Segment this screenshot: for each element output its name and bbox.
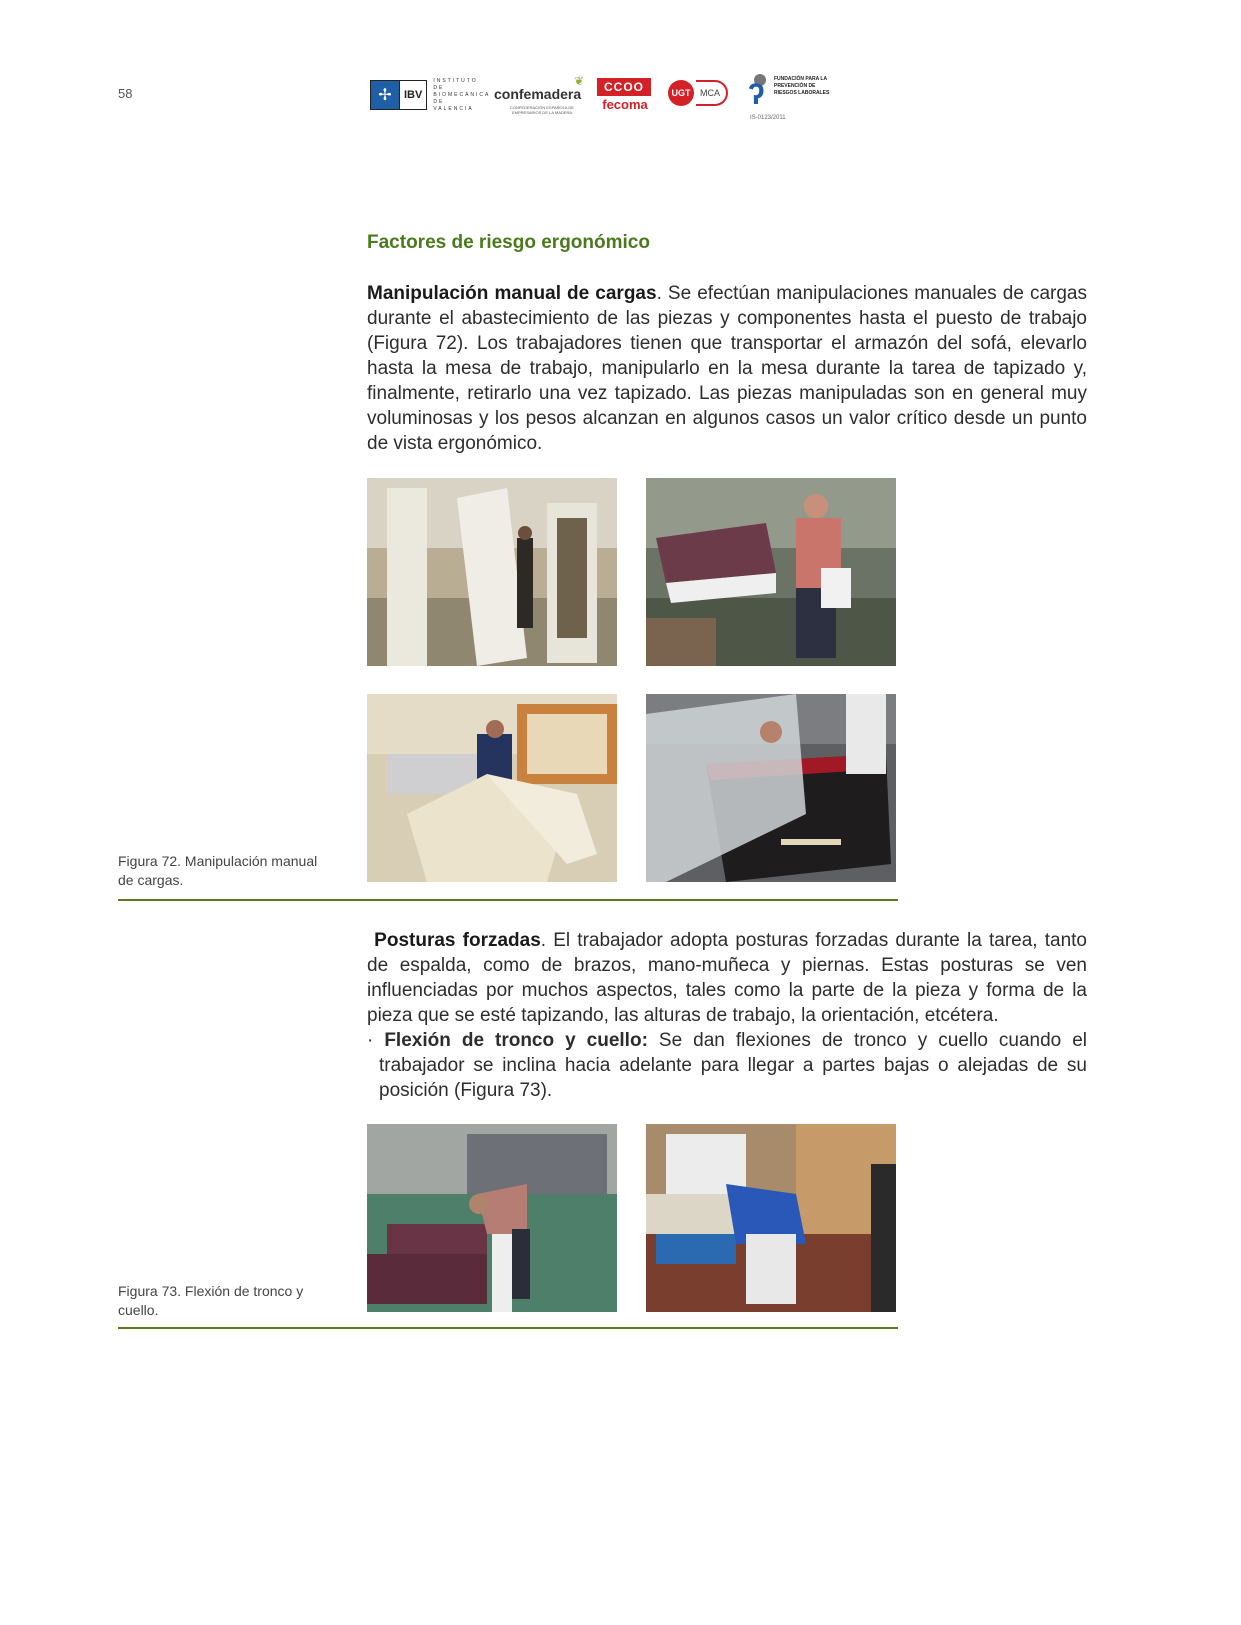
ibv-logo: [370, 77, 491, 112]
fecoma-name: fecoma: [602, 97, 648, 112]
leaf-icon: ❦: [573, 74, 584, 88]
page-number: 58: [118, 86, 133, 101]
photo-bending-at-table: [646, 1124, 896, 1312]
bullet-lead: Flexión de tronco y cuello:: [384, 1030, 648, 1051]
photo-wrapping-sofa: [646, 694, 896, 882]
fundacion-code: IS-0123/2011: [750, 115, 786, 121]
photo-carrying-frame: [367, 478, 617, 666]
figure72-divider: [118, 899, 898, 901]
figure73-divider: [118, 1327, 898, 1329]
ibv-emblem-icon: ✢: [370, 80, 400, 110]
ccoo-logo: [597, 78, 653, 112]
paragraph-text: . El trabajador adopta posturas forzadas durante la tarea, tanto de espalda, como de brazos, mano-muñeca y piernas. Estas posturas se ven influenciadas por muchos aspectos, tales como la parte de la pieza y forma de la pieza que se esté tapizando, las alturas de trabajo, la orientación, etcétera.: [367, 930, 1087, 1026]
confemadera-subtitle: CONFEDERACIÓN ESPAÑOLA DE EMPRESARIOS DE LA MADERA: [510, 105, 574, 115]
bullet-text: Se dan flexiones de tronco y cuello cuando el trabajador se inclina hacia adelante para llegar a partes bajas o alejadas de su posición (Figura 73).: [379, 1030, 1087, 1101]
photo-lifting-sofa: [646, 478, 896, 666]
confemadera-name: confemadera: [494, 86, 582, 102]
paragraph-manual-handling: [367, 281, 1087, 456]
bullet-trunk-neck-flexion: [367, 1028, 1087, 1103]
fundacion-name: FUNDACIÓN PARA LA PREVENCIÓN DE RIESGOS LABORALES: [774, 76, 830, 96]
paragraph-lead: Manipulación manual de cargas: [367, 283, 657, 304]
figure72-caption: Figura 72. Manipulación manual de cargas.: [118, 853, 318, 888]
photo-handling-piece: [367, 694, 617, 882]
bullet-marker: ·: [367, 1030, 374, 1051]
ccoo-name: CCOO: [597, 78, 651, 96]
ibv-name: IBV: [400, 80, 427, 110]
fundacion-mark-icon: ʔ: [748, 78, 765, 111]
header-logos: [370, 74, 830, 128]
mca-name: MCA: [696, 80, 728, 106]
fundacion-logo: [748, 74, 832, 124]
section-title: Factores de riesgo ergonómico: [367, 232, 650, 253]
ibv-subtitle: INSTITUTO DE BIOMECÁNICA DE VALENCIA: [433, 77, 491, 112]
figure73-caption: Figura 73. Flexión de tronco y cuello.: [118, 1283, 304, 1318]
ugt-logo: [668, 80, 728, 106]
paragraph-lead: Posturas forzadas: [374, 930, 541, 951]
paragraph-text: . Se efectúan manipulaciones manuales de cargas durante el abastecimiento de las piezas y componentes hasta el puesto de trabajo (Figura 72). Los trabajadores tienen que transportar el armazón del sofá, elevarlo hasta la mesa de trabajo, manipularlo en la mesa durante la tarea de tapizado y, finalmente, retirarlo una vez tapizado. Las piezas manipuladas son en general muy voluminosas y los pesos alcanzan en algunos casos un valor crítico desde un punto de vista ergonómico.: [367, 283, 1087, 454]
photo-bending-over-bench: [367, 1124, 617, 1312]
ugt-name: UGT: [668, 80, 694, 106]
paragraph-forced-postures: [367, 928, 1087, 1028]
confemadera-logo: [494, 74, 586, 124]
